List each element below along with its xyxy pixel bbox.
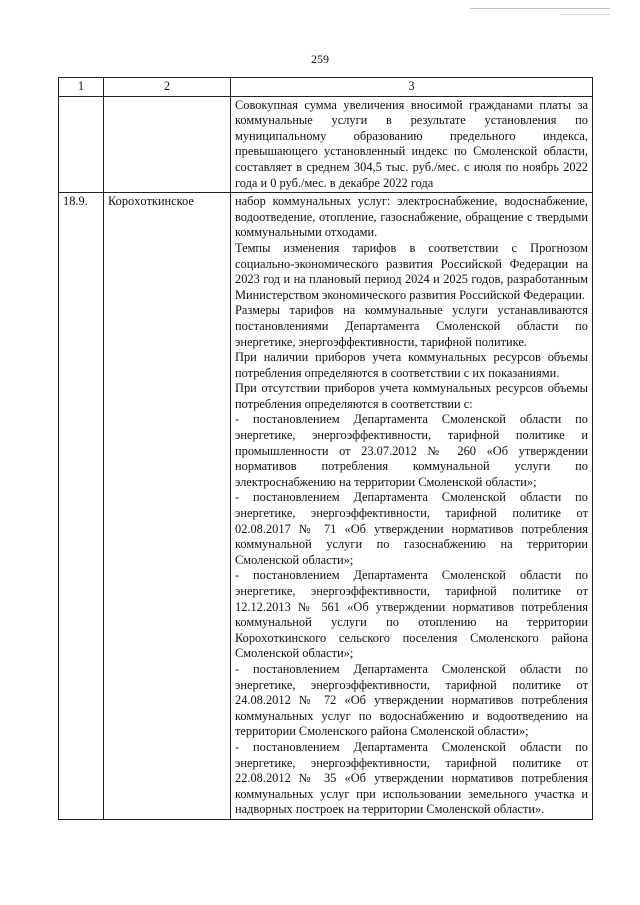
scan-artifact [560, 14, 610, 15]
table-row [59, 193, 593, 820]
paragraph: - постановлением Департамента Смоленской области по энергетике, энергоэффективности, тарифной политике от 02.08.2017 № 71 «Об утверждении нормативов потребления коммунальной услуги по газоснабжению на территории Смоленской области»; [235, 490, 588, 567]
row-name: Короxоткинское [104, 193, 231, 820]
scan-artifact [470, 8, 610, 9]
paragraph: При отсутствии приборов учета коммунальных ресурсов объемы потребления определяются в соответствии с: [235, 381, 588, 411]
paragraph: Размеры тарифов на коммунальные услуги устанавливаются постановлениями Департамента Смоленской области по энергетике, энергоэффективности, тарифной политике. [235, 303, 588, 349]
paragraph: набор коммунальных услуг: электроснабжение, водоснабжение, водоотведение, отопление, газоснабжение, обращение с твердыми коммунальными отходами. [235, 194, 588, 240]
row-content [231, 96, 593, 193]
page-number: 259 [311, 52, 329, 66]
column-header: 2 [104, 78, 231, 97]
document-table [58, 77, 593, 820]
paragraph: - постановлением Департамента Смоленской области по энергетике, энергоэффективности, тарифной политике от 24.08.2012 № 72 «Об утверждении нормативов потребления коммунальных услуг по водоснабжению и водоотведению на территории Смоленского района Смоленской области»; [235, 661, 588, 739]
row-content [231, 193, 593, 820]
paragraph: - постановлением Департамента Смоленской области по энергетике, энергоэффективности, тарифной политике от 22.08.2012 № 35 «Об утверждении нормативов потребления коммунальных услуг при использовании земельного участка и надворных построек на территории Смоленской области». [235, 739, 588, 817]
column-header: 1 [59, 78, 104, 97]
row-code: 18.9. [59, 193, 104, 820]
row-code [59, 96, 104, 193]
column-header: 3 [231, 78, 593, 97]
table-row [59, 96, 593, 193]
paragraph: Совокупная сумма увеличения вносимой гражданами платы за коммунальные услуги в результате установления по муниципальному образованию предельного индекса, превышающего установленный индекс по Смоленской области, составляет в среднем 304,5 тыс. руб./мес. с июля по ноябрь 2022 года и 0 руб./мес. в декабре 2022 года [235, 97, 588, 190]
paragraph: - постановлением Департамента Смоленской области по энергетике, энергоэффективности, тарифной политике и промышленности от 23.07.2012 № 260 «Об утверждении нормативов потребления коммунальной услуги по электроснабжению на территории Смоленской области»; [235, 412, 588, 489]
paragraph: Темпы изменения тарифов в соответствии с Прогнозом социально-экономического развития Российской Федерации на 2023 год и на плановый период 2024 и 2025 годов, разработанным Министерством экономического развития Российской Федерации. [235, 240, 588, 302]
table-header-row [59, 78, 593, 97]
paragraph: - постановлением Департамента Смоленской области по энергетике, энергоэффективности, тарифной политике от 12.12.2013 № 561 «Об утверждении нормативов потребления коммунальной услуги по отоплению на территории Короxоткинского сельского поселения Смоленского района Смоленской области»; [235, 568, 588, 661]
paragraph: При наличии приборов учета коммунальных ресурсов объемы потребления определяются в соответствии с их показаниями. [235, 350, 588, 380]
row-name [104, 96, 231, 193]
